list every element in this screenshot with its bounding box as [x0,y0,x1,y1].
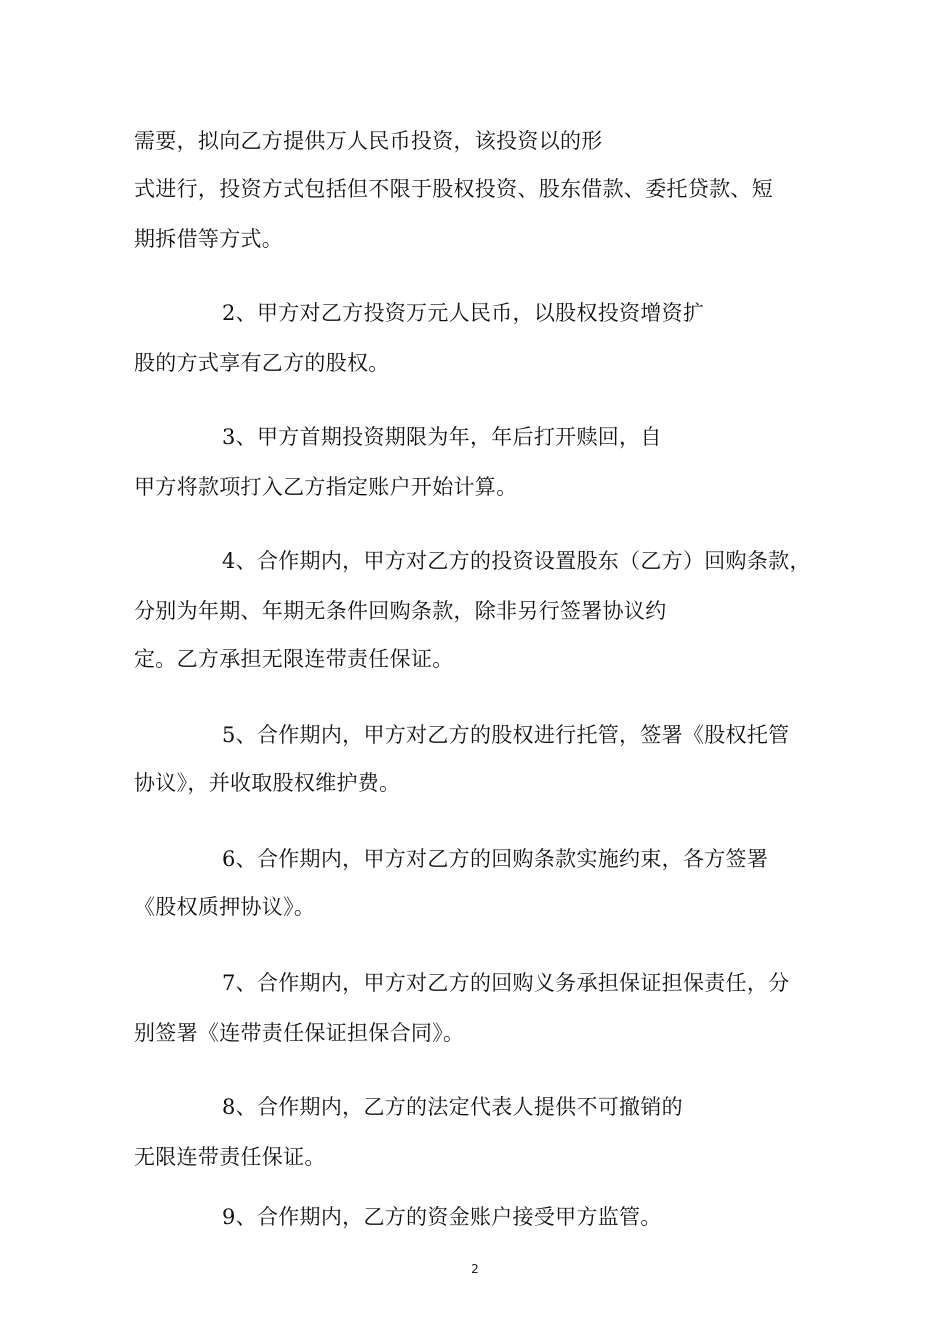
paragraph-8-line-1: 8、合作期内，乙方的法定代表人提供不可撤销的 [222,1095,683,1119]
paragraph-7-line-1: 7、合作期内，甲方对乙方的回购义务承担保证担保责任，分 [222,971,790,995]
paragraph-4-line-2: 分别为年期、年期无条件回购条款，除非另行签署协议约 [134,599,667,623]
paragraph-4-line-1: 4、合作期内，甲方对乙方的投资设置股东（乙方）回购条款， [222,549,811,573]
paragraph-1-line-1: 需要，拟向乙方提供万人民币投资，该投资以的形 [134,129,603,153]
paragraph-2-line-1: 2、甲方对乙方投资万元人民币，以股权投资增资扩 [222,301,705,325]
paragraph-3-line-2: 甲方将款项打入乙方指定账户开始计算。 [134,475,518,499]
paragraph-1-line-3: 期拆借等方式。 [134,227,284,251]
paragraph-6-line-2: 《股权质押协议》。 [134,895,316,919]
paragraph-2-line-2: 股的方式享有乙方的股权。 [134,351,390,375]
paragraph-8-line-2: 无限连带责任保证。 [134,1145,326,1169]
paragraph-3-line-1: 3、甲方首期投资期限为年，年后打开赎回，自 [222,425,662,449]
paragraph-7-line-2: 别签署《连带责任保证担保合同》。 [134,1021,465,1045]
paragraph-5-line-2: 协议》，并收取股权维护费。 [134,771,401,795]
paragraph-1-line-2: 式进行，投资方式包括但不限于股权投资、股东借款、委托贷款、短 [134,177,773,201]
paragraph-6-line-1: 6、合作期内，甲方对乙方的回购条款实施约束，各方签署 [222,847,769,871]
paragraph-5-line-1: 5、合作期内，甲方对乙方的股权进行托管，签署《股权托管 [222,723,790,747]
paragraph-4-line-3: 定。乙方承担无限连带责任保证。 [134,647,454,671]
paragraph-9-line-1: 9、合作期内，乙方的资金账户接受甲方监管。 [222,1205,662,1229]
page-number: 2 [471,1262,479,1276]
